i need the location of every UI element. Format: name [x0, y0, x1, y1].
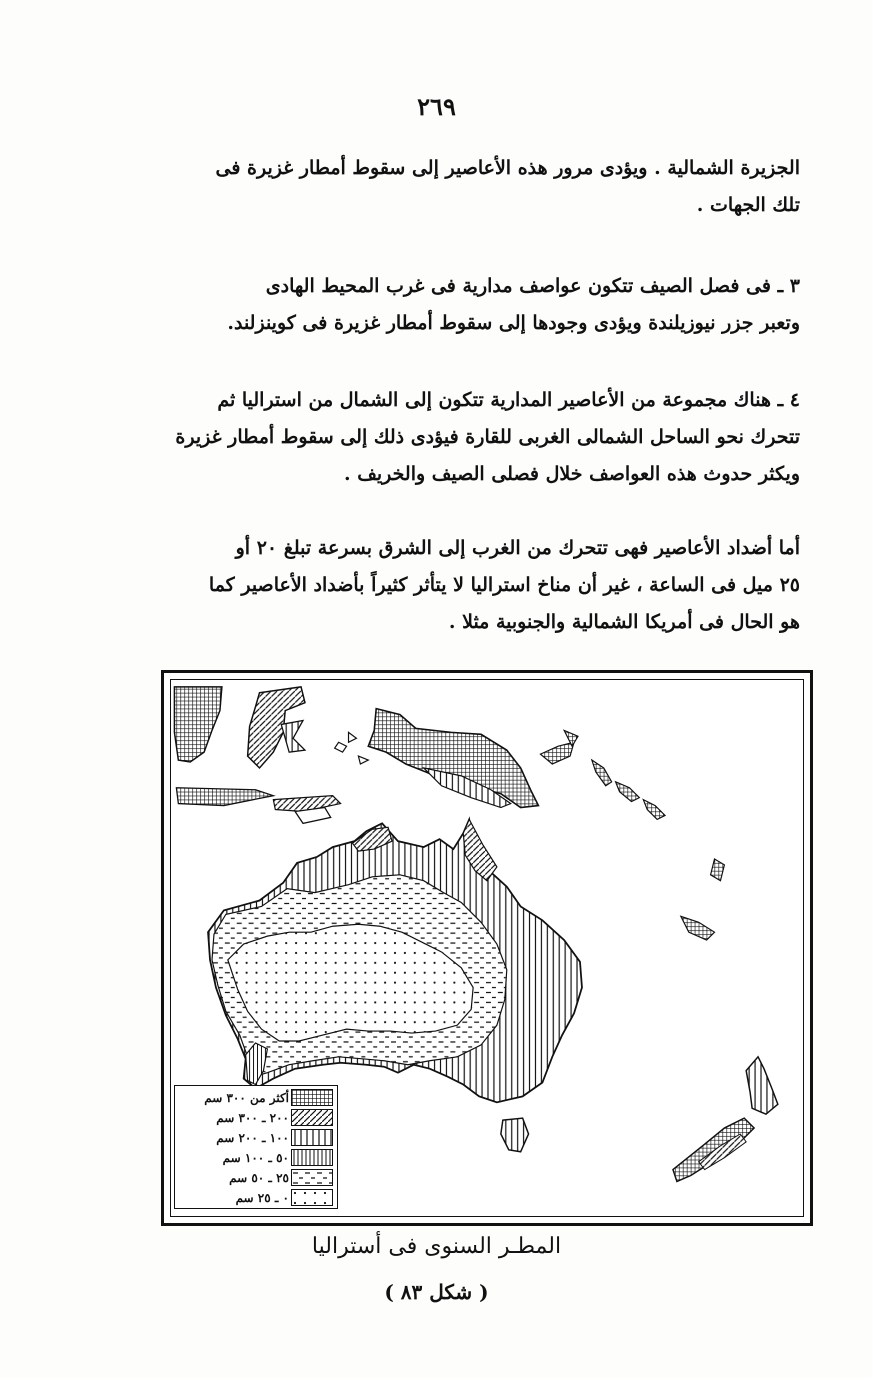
new-hebrides: [711, 859, 725, 881]
text-line: ٢٥ ميل فى الساعة ، غير أن مناخ استراليا لا يتأثر كثيراً بأضداد الأعاصير كما: [208, 574, 800, 596]
text-line: ٣ ـ فى فصل الصيف تتكون عواصف مدارية فى غرب المحيط الهادى: [265, 275, 800, 297]
legend-row: [175, 1128, 337, 1148]
text-line: ٤ ـ هناك مجموعة من الأعاصير المدارية تتكون إلى الشمال من استراليا ثم: [217, 389, 800, 411]
tasmania-island: [501, 1118, 529, 1152]
rainfall-map-figure: [161, 670, 813, 1226]
legend-label: ٠ ـ ٢٥ سم: [235, 1191, 289, 1205]
new-guinea-landmass: [368, 709, 538, 808]
island-chain: [540, 742, 574, 764]
new-zealand-south-island: [673, 1118, 754, 1181]
new-caledonia: [681, 916, 715, 940]
map-legend: [174, 1085, 338, 1209]
page-number: ٢٦٩: [417, 92, 456, 121]
paragraph-1: [160, 150, 800, 224]
paragraph-4: [160, 530, 800, 641]
text-line: هو الحال فى أمريكا الشمالية والجنوبية مثلا .: [448, 611, 800, 633]
legend-label: ٥٠ ـ ١٠٠ سم: [222, 1151, 289, 1165]
crosshatch-swatch: [291, 1089, 333, 1106]
legend-label: أكثر من ٣٠٠ سم: [204, 1091, 289, 1105]
vertical-swatch: [291, 1129, 333, 1146]
vertical-dense-swatch: [291, 1149, 333, 1166]
small-island: [335, 742, 347, 752]
text-line: تتحرك نحو الساحل الشمالى الغربى للقارة فيؤدى ذلك إلى سقوط أمطار غزيرة: [175, 426, 800, 448]
small-island: [349, 732, 357, 742]
figure-caption: المطـر السنوى فى أستراليا: [311, 1234, 562, 1259]
small-island: [358, 756, 368, 764]
solomon-islands: [592, 760, 612, 786]
sulawesi-landmass: [281, 720, 305, 752]
text-line: ويكثر حدوث هذه العواصف خلال فصلى الصيف والخريف .: [343, 463, 800, 485]
diagonal-swatch: [291, 1109, 333, 1126]
figure-number: ( شكل ٨٣ ): [384, 1280, 489, 1304]
java-island: [176, 788, 273, 806]
dots-swatch: [291, 1189, 333, 1206]
text-line: تلك الجهات .: [696, 194, 800, 216]
legend-row: [175, 1188, 337, 1208]
paragraph-3: [160, 382, 800, 493]
solomon-islands: [643, 800, 665, 820]
lesser-sunda-islands: [273, 796, 340, 812]
legend-row: [175, 1108, 337, 1128]
legend-row: [175, 1088, 337, 1108]
legend-row: [175, 1148, 337, 1168]
solomon-islands: [616, 782, 640, 802]
text-line: الجزيرة الشمالية . ويؤدى مرور هذه الأعاصير إلى سقوط أمطار غزيرة فى: [215, 157, 800, 179]
legend-row: [175, 1168, 337, 1188]
text-line: أما أضداد الأعاصير فهى تتحرك من الغرب إلى الشرق بسرعة تبلغ ٢٠ أو: [235, 537, 800, 559]
dashes-swatch: [291, 1169, 333, 1186]
legend-label: ١٠٠ ـ ٢٠٠ سم: [216, 1131, 289, 1145]
text-line: وتعبر جزر نيوزيلندة ويؤدى وجودها إلى سقوط أمطار غزيرة فى كوينزلند.: [227, 312, 800, 334]
paragraph-2: [160, 268, 800, 342]
new-zealand-north-island: [746, 1057, 778, 1114]
legend-label: ٢٥ ـ ٥٠ سم: [229, 1171, 289, 1185]
sumatra-landmass: [174, 687, 221, 762]
legend-label: ٢٠٠ ـ ٣٠٠ سم: [216, 1111, 289, 1125]
